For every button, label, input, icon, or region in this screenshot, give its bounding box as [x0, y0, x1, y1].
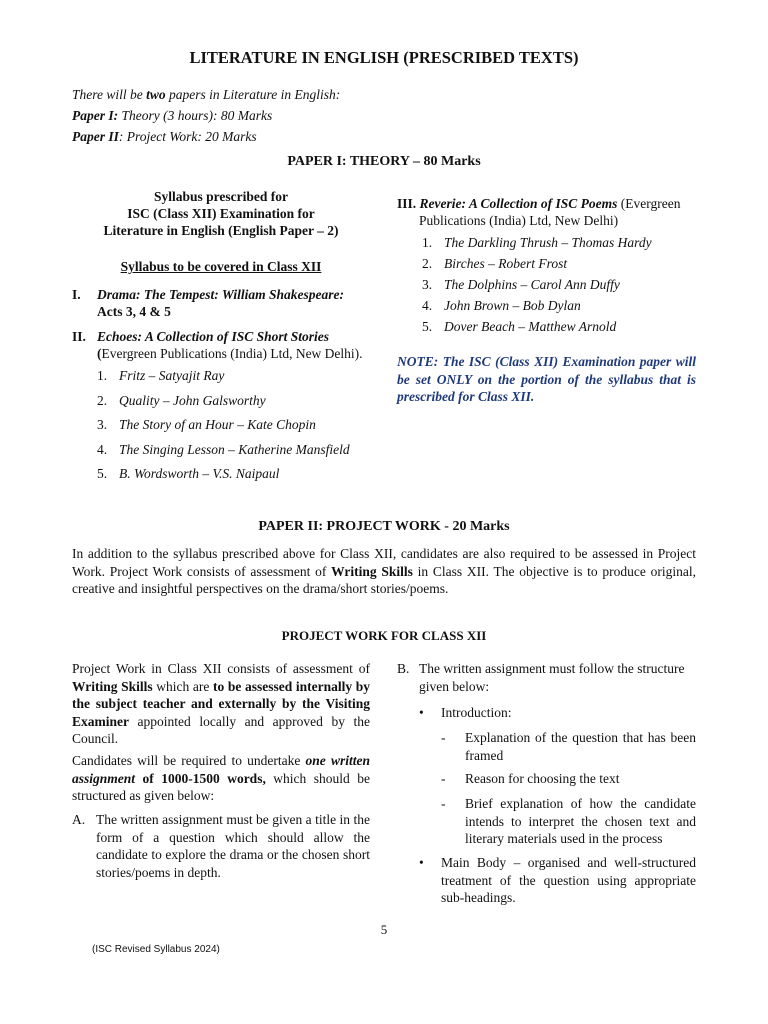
section-ii-title: Echoes: A Collection of ISC Short Stories: [97, 329, 330, 344]
intro-block: [72, 84, 692, 147]
paper1-line: Paper I: Theory (3 hours): 80 Marks: [72, 108, 273, 123]
footer-note: (ISC Revised Syllabus 2024): [92, 944, 220, 955]
project-left-para2: Candidates will be required to undertake one written assignment of 1000-1500 words, which should be structured as given below:: [72, 753, 370, 803]
poems-list: [397, 232, 696, 337]
list-item: 4. The Singing Lesson – Katherine Mansfield: [97, 441, 350, 457]
project-item-b: [397, 660, 696, 695]
item-b-text: The written assignment must follow the structure given below:: [419, 661, 685, 694]
page-number: 5: [380, 922, 388, 937]
section-i-acts: Acts 3, 4 & 5: [97, 304, 171, 319]
section-ii-number: II.: [72, 329, 86, 344]
dash-icon: -: [441, 771, 446, 786]
item-a-text: The written assignment must be given a title in the form of a question which should allow the candidate to explore the drama or the chosen short stories/poems in depth.: [96, 812, 370, 880]
list-item: 3. The Dolphins – Carol Ann Duffy: [422, 277, 620, 292]
section-ii-publisher: (Evergreen Publications (India) Ltd, New Delhi).: [97, 346, 363, 361]
section-i-title: Drama: The Tempest: William Shakespeare:: [97, 287, 344, 302]
intro-line: There will be two papers in Literature in English:: [72, 87, 341, 102]
item-a-label: A.: [72, 812, 86, 827]
main-body-bullet: • Main Body – organised and well-structured treatment of the question using appropriate sub-headings.: [419, 855, 696, 905]
section-iii: [397, 195, 696, 229]
section-ii: [72, 328, 370, 362]
document-title: LITERATURE IN ENGLISH (PRESCRIBED TEXTS): [189, 48, 579, 67]
paper2-heading: PAPER II: PROJECT WORK - 20 Marks: [258, 519, 510, 534]
list-item: 5. B. Wordsworth – V.S. Naipaul: [97, 466, 280, 481]
list-item: 1. Fritz – Satyajit Ray: [97, 368, 225, 383]
paper2-line: Paper II: Project Work: 20 Marks: [72, 129, 257, 144]
stories-list: [72, 364, 370, 487]
sub-item: - Reason for choosing the text: [441, 771, 620, 786]
paper1-heading: PAPER I: THEORY – 80 Marks: [287, 154, 481, 169]
project-heading: PROJECT WORK FOR CLASS XII: [281, 628, 487, 643]
list-item: 2. Birches – Robert Frost: [422, 256, 568, 271]
dash-icon: -: [441, 796, 446, 811]
note-text: NOTE: The ISC (Class XII) Examination paper will be set ONLY on the portion of the syllabus that is prescribed for Class XII.: [397, 354, 696, 404]
syllabus-covered: Syllabus to be covered in Class XII: [120, 259, 322, 274]
project-item-a: [72, 811, 370, 881]
syllabus-block: [72, 188, 370, 275]
section-iii-publisher: Publications (India) Ltd, New Delhi): [419, 213, 619, 228]
section-i-number: I.: [72, 287, 81, 302]
bullet-icon: •: [419, 705, 424, 720]
sub-item: - Brief explanation of how the candidate intends to interpret the chosen text and literary materials used in the process: [441, 796, 696, 846]
section-i: [72, 286, 370, 320]
list-item: 2. Quality – John Galsworthy: [97, 392, 266, 408]
list-item: 1. The Darkling Thrush – Thomas Hardy: [422, 235, 652, 250]
sub-item: - Explanation of the question that has been framed: [441, 730, 696, 763]
bullet-icon: •: [419, 855, 424, 870]
paper2-paragraph: In addition to the syllabus prescribed above for Class XII, candidates are also required to be assessed in Project Work. Project Work consists of assessment of Writing Skills in Class XII. The objective is to produce original, creative and insightful perspectives on the drama/short stories/poems.: [72, 546, 697, 596]
item-b-label: B.: [397, 661, 410, 676]
intro-bullet: • Introduction:: [419, 705, 512, 720]
syllabus-title: Syllabus prescribed for ISC (Class XII) Examination for Literature in English (English Paper – 2): [103, 189, 339, 238]
project-left-para1: Project Work in Class XII consists of assessment of Writing Skills which are to be assessed internally by the subject teacher and externally by the Visiting Examiner appointed locally and approved by the Council.: [72, 661, 370, 746]
section-iii-heading: III. Reverie: A Collection of ISC Poems (Evergreen: [397, 196, 681, 211]
list-item: 5. Dover Beach – Matthew Arnold: [422, 319, 617, 334]
list-item: 4. John Brown – Bob Dylan: [422, 298, 581, 313]
dash-icon: -: [441, 730, 446, 745]
list-item: 3. The Story of an Hour – Kate Chopin: [97, 417, 316, 432]
